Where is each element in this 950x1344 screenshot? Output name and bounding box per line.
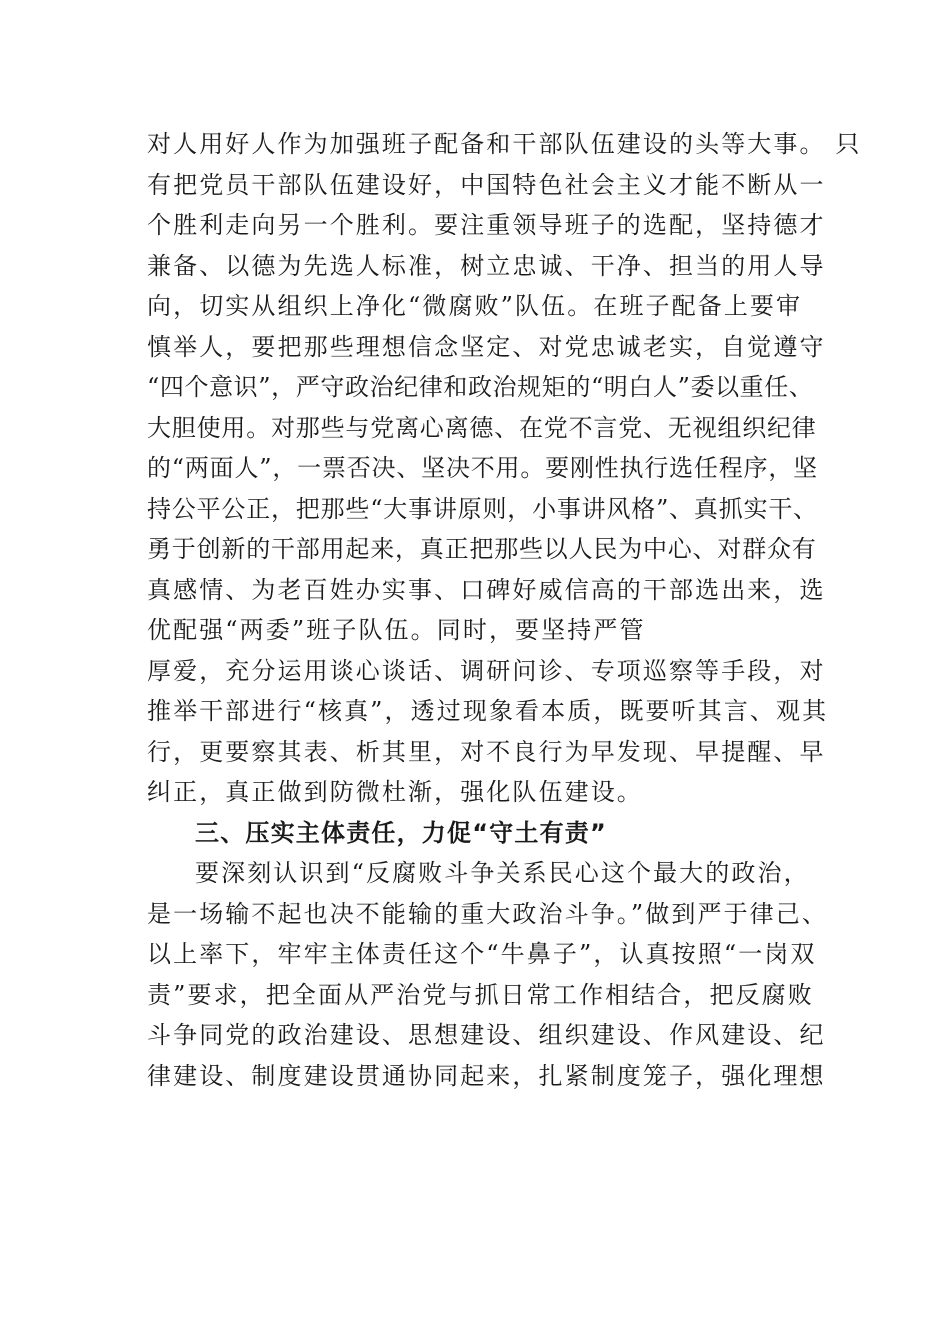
document-body (147, 124, 862, 1096)
section-line-3: 以上率下，牢牢主体责任这个“牛鼻子”，认真按照“一岗双 (147, 940, 817, 968)
body-line-15: 推举干部进行“核真”，透过现象看本质，既要听其言、观其 (147, 697, 829, 725)
body-line-11: 勇于创新的干部用起来，真正把那些以人民为中心、对群众有 (147, 535, 817, 563)
body-line-5: 向，切实从组织上净化“微腐败”队伍。在班子配备上要审 (147, 292, 803, 320)
section-heading: 三、压实主体责任，力促“守土有责” (195, 818, 607, 847)
body-line-1: 对人用好人作为加强班子配备和干部队伍建设的头等大事。 只 (147, 130, 862, 158)
section-line-1: 要深刻认识到“反腐败斗争关系民心这个最大的政治， (195, 859, 810, 887)
body-line-14: 厚爱，充分运用谈心谈话、调研问诊、专项巡察等手段，对 (147, 656, 826, 685)
body-line-10: 持公平公正，把那些“大事讲原则，小事讲风格”、真抓实干、 (147, 494, 818, 523)
body-line-17: 纠正，真正做到防微杜渐，强化队伍建设。 (147, 778, 643, 806)
section-line-6: 律建设、制度建设贯通协同起来，扎紧制度笼子，强化理想 (147, 1061, 826, 1090)
section-line-2: 是一场输不起也决不能输的重大政治斗争。”做到严于律己、 (147, 899, 828, 928)
body-line-4: 兼备、以德为先选人标准，树立忠诚、干净、担当的用人导 (147, 251, 826, 280)
section-line-4: 责”要求，把全面从严治党与抓日常工作相结合，把反腐败 (147, 980, 814, 1009)
body-line-7: “四个意识”，严守政治纪律和政治规矩的“明白人”委以重任、 (147, 373, 814, 401)
body-line-2: 有把党员干部队伍建设好，中国特色社会主义才能不断从一 (147, 170, 826, 199)
body-line-3: 个胜利走向另一个胜利。要注重领导班子的选配，坚持德才 (147, 211, 826, 239)
body-line-8: 大胆使用。对那些与党离心离德、在党不言党、无视组织纪律 (147, 413, 817, 442)
body-line-16: 行，更要察其表、析其里，对不良行为早发现、早提醒、早 (147, 737, 826, 766)
section-line-5: 斗争同党的政治建设、思想建设、组织建设、作风建设、纪 (147, 1021, 826, 1049)
body-line-9: 的“两面人”，一票否决、坚决不用。要刚性执行选任程序，坚 (147, 454, 818, 482)
body-line-6: 慎举人，要把那些理想信念坚定、对党忠诚老实，自觉遵守 (147, 332, 826, 361)
body-line-12: 真感情、为老百姓办实事、口碑好威信高的干部选出来，选 (147, 575, 826, 604)
body-line-13: 优配强“两委”班子队伍。同时，要坚持严管 (147, 616, 646, 644)
